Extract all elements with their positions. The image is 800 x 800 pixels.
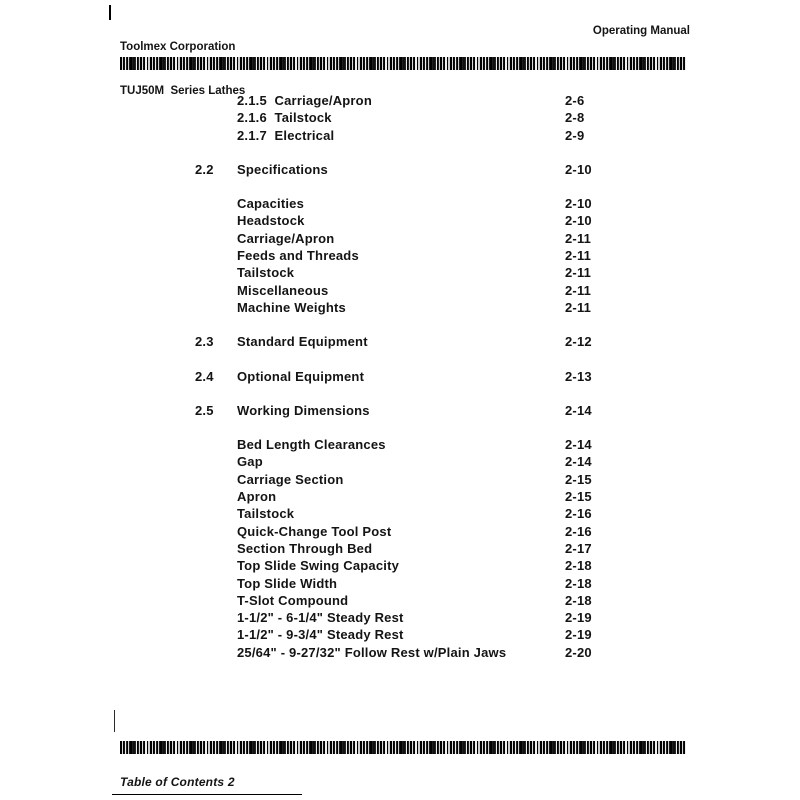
toc-entry-label: Feeds and Threads — [237, 248, 359, 264]
toc-entry-number — [195, 299, 237, 316]
toc-entry-label: Working Dimensions — [237, 402, 370, 418]
toc-entry-label: Section Through Bed — [237, 540, 373, 556]
toc-entry-label: Standard Equipment — [237, 334, 368, 350]
hatch-bar-bottom — [120, 741, 686, 754]
toc-entry-label: 25/64" - 9-27/32" Follow Rest w/Plain Jaws — [237, 644, 507, 660]
toc-row — [195, 402, 695, 419]
toc-entry-label: Carriage/Apron — [237, 230, 335, 246]
toc-entry-number — [195, 644, 237, 661]
footer-rule — [112, 794, 302, 795]
toc-entry-label: Capacities — [237, 196, 305, 212]
toc-entry-page: 2-10 — [565, 161, 592, 177]
toc-entry-page: 2-16 — [565, 523, 592, 539]
toc-entry-number — [195, 127, 237, 144]
toc-entry-label: Top Slide Width — [237, 575, 338, 591]
toc-entry-page: 2-11 — [565, 282, 592, 298]
toc-row — [195, 488, 695, 505]
toc-entry-number — [195, 540, 237, 557]
toc-entry-number — [195, 609, 237, 626]
toc-entry-page: 2-11 — [565, 299, 592, 315]
toc-row — [195, 161, 695, 178]
toc-row — [195, 247, 695, 264]
toc-entry-page: 2-17 — [565, 540, 592, 556]
toc-row — [195, 212, 695, 229]
toc-entry-page: 2-14 — [565, 437, 592, 453]
toc-row — [195, 368, 695, 385]
toc-entry-label: Tailstock — [237, 506, 295, 522]
toc-entry-number — [195, 557, 237, 574]
toc-row — [195, 626, 695, 643]
toc-entry-number — [195, 592, 237, 609]
toc-entry-number — [195, 230, 237, 247]
toc-entry-label: Carriage Section — [237, 471, 344, 487]
toc-entry-number — [195, 436, 237, 453]
toc-row — [195, 195, 695, 212]
toc-entry-number: 2.5 — [195, 402, 214, 418]
toc-entry-label: Bed Length Clearances — [237, 437, 386, 453]
toc-entry-page: 2-19 — [565, 610, 592, 626]
toc-list — [195, 92, 695, 661]
header-company-name: Toolmex Corporation — [120, 41, 236, 53]
toc-entry-number: 2.2 — [195, 161, 214, 177]
toc-row — [195, 471, 695, 488]
hatch-bar-top — [120, 57, 686, 70]
toc-row — [195, 333, 695, 350]
toc-row — [195, 505, 695, 522]
toc-row — [195, 453, 695, 470]
toc-entry-label: T-Slot Compound — [237, 592, 349, 608]
toc-entry-number — [195, 488, 237, 505]
toc-row — [195, 540, 695, 557]
header-document-title: Operating Manual — [592, 25, 690, 37]
toc-row — [195, 575, 695, 592]
toc-row — [195, 264, 695, 281]
toc-row — [195, 436, 695, 453]
toc-row — [195, 609, 695, 626]
toc-entry-page: 2-9 — [565, 127, 585, 143]
toc-row — [195, 282, 695, 299]
toc-entry-number — [195, 92, 237, 109]
toc-entry-label: Apron — [237, 489, 277, 505]
toc-entry-page: 2-16 — [565, 506, 592, 522]
toc-entry-number — [195, 212, 237, 229]
toc-entry-label: 2.1.5 Carriage/Apron — [237, 93, 372, 108]
toc-entry-number: 2.3 — [195, 334, 214, 350]
toc-entry-page: 2-15 — [565, 489, 592, 505]
toc-entry-page: 2-19 — [565, 627, 592, 643]
toc-entry-number — [195, 264, 237, 281]
toc-entry-page: 2-6 — [565, 93, 585, 108]
toc-entry-number — [195, 195, 237, 212]
toc-row — [195, 299, 695, 316]
toc-entry-page: 2-8 — [565, 110, 585, 126]
toc-entry-label: Specifications — [237, 161, 328, 177]
toc-row — [195, 109, 695, 126]
toc-entry-number — [195, 471, 237, 488]
toc-entry-label: Quick-Change Tool Post — [237, 523, 392, 539]
toc-entry-page: 2-14 — [565, 454, 592, 470]
toc-entry-label: 1-1/2" - 9-3/4" Steady Rest — [237, 627, 404, 643]
toc-entry-page: 2-11 — [565, 265, 592, 281]
toc-row — [195, 230, 695, 247]
toc-entry-page: 2-18 — [565, 558, 592, 574]
toc-row — [195, 92, 695, 109]
toc-entry-label: Top Slide Swing Capacity — [237, 558, 400, 574]
toc-entry-page: 2-14 — [565, 402, 592, 418]
toc-entry-page: 2-10 — [565, 213, 592, 229]
toc-entry-number — [195, 626, 237, 643]
toc-entry-number — [195, 575, 237, 592]
header-model-series: TUJ50M Series Lathes — [120, 84, 246, 97]
toc-entry-page: 2-11 — [565, 230, 592, 246]
toc-entry-page: 2-11 — [565, 248, 592, 264]
toc-row — [195, 557, 695, 574]
toc-entry-label: Machine Weights — [237, 299, 346, 315]
toc-entry-label: Optional Equipment — [237, 368, 365, 384]
toc-entry-page: 2-18 — [565, 592, 592, 608]
scan-registration-mark-top — [109, 5, 111, 20]
toc-entry-label: Tailstock — [237, 265, 295, 281]
toc-row — [195, 127, 695, 144]
toc-entry-number — [195, 282, 237, 299]
scan-registration-mark-left — [114, 710, 115, 732]
toc-entry-number — [195, 505, 237, 522]
toc-row — [195, 644, 695, 661]
toc-entry-label: 2.1.6 Tailstock — [237, 110, 332, 126]
toc-entry-page: 2-13 — [565, 368, 592, 384]
toc-row — [195, 523, 695, 540]
page-footer-label: Table of Contents 2 — [120, 775, 235, 789]
toc-entry-label: Gap — [237, 454, 263, 470]
toc-entry-page: 2-18 — [565, 575, 592, 591]
toc-entry-label: Miscellaneous — [237, 282, 329, 298]
toc-entry-number — [195, 109, 237, 126]
toc-entry-page: 2-12 — [565, 334, 592, 350]
toc-entry-page: 2-20 — [565, 644, 592, 660]
toc-entry-label: 2.1.7 Electrical — [237, 127, 335, 143]
toc-row — [195, 592, 695, 609]
toc-entry-number: 2.4 — [195, 368, 214, 384]
toc-entry-label: 1-1/2" - 6-1/4" Steady Rest — [237, 610, 404, 626]
toc-entry-number — [195, 247, 237, 264]
toc-entry-page: 2-10 — [565, 196, 592, 212]
toc-entry-number — [195, 453, 237, 470]
toc-entry-page: 2-15 — [565, 471, 592, 487]
toc-entry-label: Headstock — [237, 213, 305, 229]
toc-entry-number — [195, 523, 237, 540]
